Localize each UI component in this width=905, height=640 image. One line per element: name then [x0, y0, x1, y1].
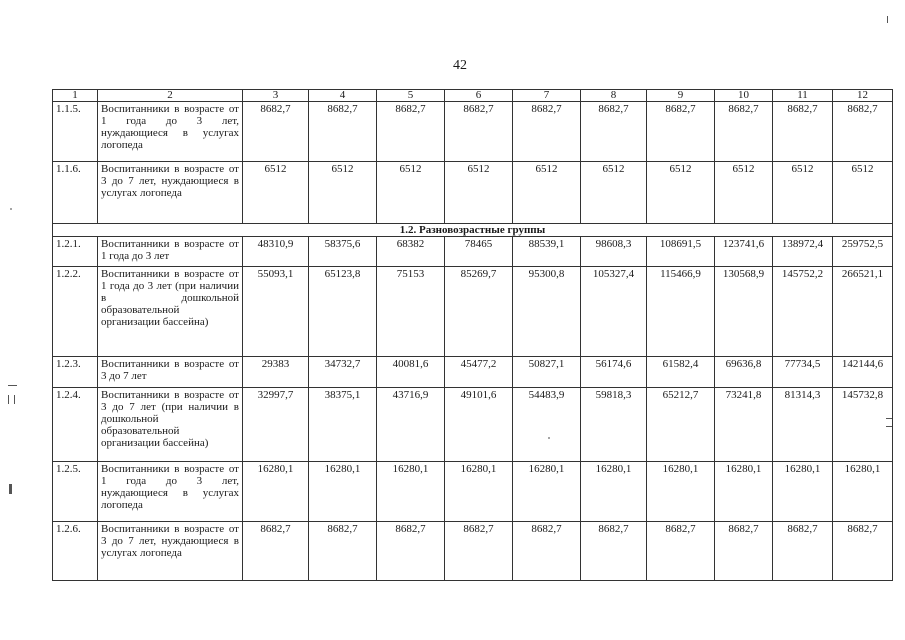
value-cell: 59818,3 — [581, 388, 647, 462]
value-cell: 65212,7 — [647, 388, 715, 462]
row-number: 1.2.2. — [53, 267, 98, 357]
value-cell: 73241,8 — [715, 388, 773, 462]
row-number: 1.2.6. — [53, 522, 98, 581]
tariff-table — [52, 89, 893, 581]
value-cell: 6512 — [377, 162, 445, 224]
table-row — [53, 357, 893, 388]
column-header: 8 — [581, 90, 647, 102]
value-cell: 145752,2 — [773, 267, 833, 357]
value-cell: 145732,8 — [833, 388, 893, 462]
value-cell: 55093,1 — [243, 267, 309, 357]
value-cell: 6512 — [513, 162, 581, 224]
value-cell: 8682,7 — [647, 522, 715, 581]
value-cell: 8682,7 — [377, 522, 445, 581]
value-cell: 6512 — [773, 162, 833, 224]
value-cell: 108691,5 — [647, 237, 715, 267]
value-cell: 6512 — [833, 162, 893, 224]
value-cell: 16280,1 — [715, 462, 773, 522]
value-cell: 95300,8 — [513, 267, 581, 357]
value-cell: 8682,7 — [581, 522, 647, 581]
value-cell: 8682,7 — [309, 102, 377, 162]
scan-dot — [10, 208, 12, 210]
row-number: 1.1.5. — [53, 102, 98, 162]
value-cell: 61582,4 — [647, 357, 715, 388]
table-row — [53, 102, 893, 162]
value-cell: 130568,9 — [715, 267, 773, 357]
scan-mark — [14, 395, 15, 404]
column-header: 7 — [513, 90, 581, 102]
row-description: Воспитанники в возрасте от 1 года до 3 лет (при наличии в дошкольной образовательной организации бассейна) — [98, 267, 243, 357]
row-description: Воспитанники в возрасте от 3 до 7 лет, нуждающиеся в услугах логопеда — [98, 522, 243, 581]
row-description: Воспитанники в возрасте от 3 до 7 лет — [98, 357, 243, 388]
value-cell: 43716,9 — [377, 388, 445, 462]
value-cell: 142144,6 — [833, 357, 893, 388]
value-cell: 115466,9 — [647, 267, 715, 357]
table-row — [53, 388, 893, 462]
value-cell: 16280,1 — [647, 462, 715, 522]
row-description: Воспитанники в возрасте от 1 года до 3 лет, нуждающиеся в услугах логопеда — [98, 102, 243, 162]
value-cell: 8682,7 — [647, 102, 715, 162]
row-number: 1.2.1. — [53, 237, 98, 267]
value-cell: 16280,1 — [309, 462, 377, 522]
scan-mark — [8, 395, 9, 404]
row-number: 1.2.3. — [53, 357, 98, 388]
value-cell: 16280,1 — [243, 462, 309, 522]
table-row — [53, 162, 893, 224]
value-cell: 123741,6 — [715, 237, 773, 267]
scan-mark — [886, 426, 892, 427]
value-cell: 138972,4 — [773, 237, 833, 267]
scan-mark — [886, 418, 892, 419]
value-cell: 6512 — [581, 162, 647, 224]
value-cell: 8682,7 — [715, 522, 773, 581]
value-cell: 81314,3 — [773, 388, 833, 462]
table-row — [53, 267, 893, 357]
value-cell: 16280,1 — [833, 462, 893, 522]
value-cell: 78465 — [445, 237, 513, 267]
value-cell: 16280,1 — [773, 462, 833, 522]
value-cell: 266521,1 — [833, 267, 893, 357]
value-cell: 6512 — [309, 162, 377, 224]
value-cell: 8682,7 — [445, 522, 513, 581]
table-row — [53, 522, 893, 581]
value-cell: 8682,7 — [243, 102, 309, 162]
row-number: 1.2.4. — [53, 388, 98, 462]
value-cell: 29383 — [243, 357, 309, 388]
section-title: 1.2. Разновозрастные группы — [53, 224, 893, 237]
row-number: 1.2.5. — [53, 462, 98, 522]
value-cell: 32997,7 — [243, 388, 309, 462]
value-cell: 54483,9 — [513, 388, 581, 462]
value-cell: 49101,6 — [445, 388, 513, 462]
value-cell: 8682,7 — [833, 102, 893, 162]
value-cell: 8682,7 — [377, 102, 445, 162]
value-cell: 8682,7 — [833, 522, 893, 581]
value-cell: 8682,7 — [773, 522, 833, 581]
page-number: 42 — [453, 58, 467, 73]
scan-mark — [9, 484, 12, 494]
value-cell: 75153 — [377, 267, 445, 357]
value-cell: 16280,1 — [581, 462, 647, 522]
value-cell: 105327,4 — [581, 267, 647, 357]
scan-mark — [887, 16, 888, 23]
value-cell: 34732,7 — [309, 357, 377, 388]
table-row — [53, 237, 893, 267]
table-header-row — [53, 90, 893, 102]
column-header: 10 — [715, 90, 773, 102]
table-row — [53, 462, 893, 522]
value-cell: 8682,7 — [773, 102, 833, 162]
value-cell: 85269,7 — [445, 267, 513, 357]
value-cell: 8682,7 — [715, 102, 773, 162]
value-cell: 40081,6 — [377, 357, 445, 388]
scan-mark — [8, 385, 17, 386]
value-cell: 16280,1 — [445, 462, 513, 522]
value-cell: 68382 — [377, 237, 445, 267]
value-cell: 6512 — [445, 162, 513, 224]
column-header: 1 — [53, 90, 98, 102]
value-cell: 259752,5 — [833, 237, 893, 267]
value-cell: 16280,1 — [377, 462, 445, 522]
column-header: 9 — [647, 90, 715, 102]
value-cell: 16280,1 — [513, 462, 581, 522]
value-cell: 6512 — [715, 162, 773, 224]
value-cell: 8682,7 — [309, 522, 377, 581]
column-header: 3 — [243, 90, 309, 102]
value-cell: 8682,7 — [513, 522, 581, 581]
column-header: 2 — [98, 90, 243, 102]
value-cell: 38375,1 — [309, 388, 377, 462]
value-cell: 8682,7 — [445, 102, 513, 162]
value-cell: 6512 — [647, 162, 715, 224]
row-number: 1.1.6. — [53, 162, 98, 224]
value-cell: 6512 — [243, 162, 309, 224]
column-header: 12 — [833, 90, 893, 102]
row-description: Воспитанники в возрасте от 3 до 7 лет, нуждающиеся в услугах логопеда — [98, 162, 243, 224]
section-row — [53, 224, 893, 237]
column-header: 4 — [309, 90, 377, 102]
value-cell: 58375,6 — [309, 237, 377, 267]
value-cell: 45477,2 — [445, 357, 513, 388]
scan-dot — [548, 437, 550, 439]
value-cell: 65123,8 — [309, 267, 377, 357]
value-cell: 8682,7 — [581, 102, 647, 162]
value-cell: 8682,7 — [513, 102, 581, 162]
value-cell: 77734,5 — [773, 357, 833, 388]
row-description: Воспитанники в возрасте от 3 до 7 лет (при наличии в дошкольной образовательной организации бассейна) — [98, 388, 243, 462]
value-cell: 56174,6 — [581, 357, 647, 388]
value-cell: 50827,1 — [513, 357, 581, 388]
value-cell: 69636,8 — [715, 357, 773, 388]
value-cell: 88539,1 — [513, 237, 581, 267]
value-cell: 98608,3 — [581, 237, 647, 267]
column-header: 6 — [445, 90, 513, 102]
value-cell: 8682,7 — [243, 522, 309, 581]
row-description: Воспитанники в возрасте от 1 года до 3 лет, нуждающиеся в услугах логопеда — [98, 462, 243, 522]
column-header: 11 — [773, 90, 833, 102]
value-cell: 48310,9 — [243, 237, 309, 267]
column-header: 5 — [377, 90, 445, 102]
row-description: Воспитанники в возрасте от 1 года до 3 лет — [98, 237, 243, 267]
